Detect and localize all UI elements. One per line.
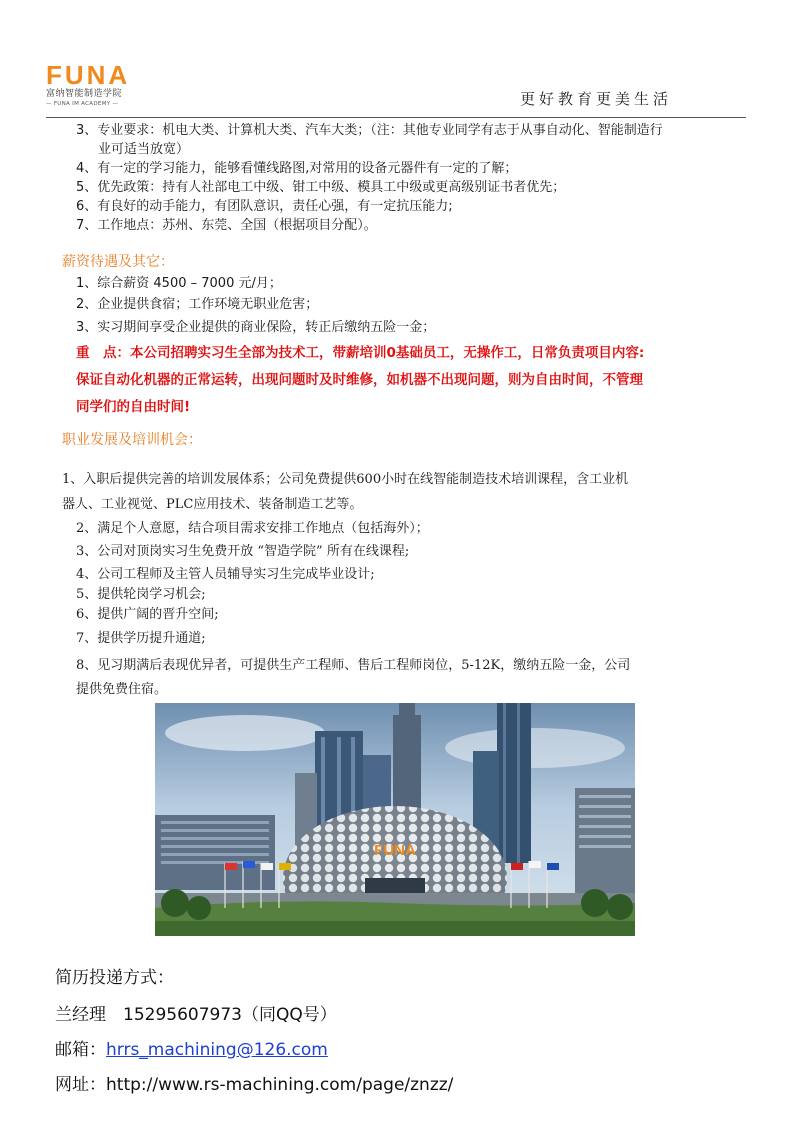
emphasis-note: 保证自动化机器的正常运转，出现问题时及时维修，如机器不出现问题，则为自由时间，不管理 [76,372,643,388]
career-item: 3、公司对顶岗实习生免费开放 “智造学院” 所有在线课程; [76,544,410,559]
career-item: 4、公司工程师及主管人员辅导实习生完成毕业设计; [76,567,375,582]
requirement-item: 4、有一定的学习能力，能够看懂线路图,对常用的设备元器件有一定的了解； [76,161,518,176]
contact-title: 简历投递方式： [55,968,174,988]
requirement-item: 7、工作地点：苏州、东莞、全国（根据项目分配）。 [76,218,377,233]
career-item: 器人、工业视觉、PLC应用技术、装备制造工艺等。 [62,497,363,512]
contact-website-row [55,1073,453,1097]
salary-section-title: 薪资待遇及其它： [62,254,174,270]
website-label: 网址： [55,1075,106,1095]
contact-phone: 兰经理 15295607973（同QQ号） [55,1005,337,1025]
salary-item: 1、综合薪资 4500 – 7000 元/月； [76,276,282,291]
requirement-item: 3、专业要求：机电大类、计算机大类、汽车大类；（注：其他专业同学有志于从事自动化、智能制造行 [76,123,663,138]
logo-wordmark: FUNA [46,60,131,90]
logo-chinese-name: 富纳智能制造学院 [46,89,123,99]
email-label: 邮箱： [55,1040,106,1060]
career-item: 1、入职后提供完善的培训发展体系；公司免费提供600小时在线智能制造技术培训课程，含工业机 [62,472,629,487]
salary-item: 3、实习期间享受企业提供的商业保险，转正后缴纳五险一金； [76,320,436,335]
career-item: 5、提供轮岗学习机会; [76,587,206,602]
salary-item: 2、企业提供食宿；工作环境无职业危害； [76,297,319,312]
career-item: 7、提供学历提升通道; [76,631,206,646]
emphasis-note: 同学们的自由时间! [76,399,191,415]
header-divider [46,117,746,118]
requirement-item: 5、优先政策：持有人社部电工中级、钳工中级、模具工中级或更高级别证书者优先； [76,180,566,195]
website-url[interactable]: http://www.rs-machining.com/page/znzz/ [106,1075,454,1095]
dome-logo: FUNA [374,842,416,859]
requirement-item: 业可适当放宽） [98,142,190,157]
career-section-title: 职业发展及培训机会： [62,432,202,448]
campus-photo [155,703,635,936]
header-slogan: 更好教育更美生活 [520,90,673,108]
contact-email-row [55,1038,328,1062]
emphasis-note: 重 点：本公司招聘实习生全部为技术工，带薪培训0基础员工，无操作工，日常负责项目内容: [76,345,645,361]
campus-illustration [155,703,635,936]
career-item: 8、见习期满后表现优异者，可提供生产工程师、售后工程师岗位，5-12K，缴纳五险一金，公司 [76,658,631,673]
requirement-item: 6、有良好的动手能力，有团队意识，责任心强，有一定抗压能力; [76,199,453,214]
career-item: 2、满足个人意愿，结合项目需求安排工作地点（包括海外）； [76,521,429,536]
email-link[interactable]: hrrs_machining@126.com [106,1040,328,1060]
company-logo [46,62,136,108]
career-item: 提供免费住宿。 [76,682,168,697]
career-item: 6、提供广阔的晋升空间; [76,607,219,622]
logo-english-name: — FUNA IM ACADEMY — [46,101,119,107]
